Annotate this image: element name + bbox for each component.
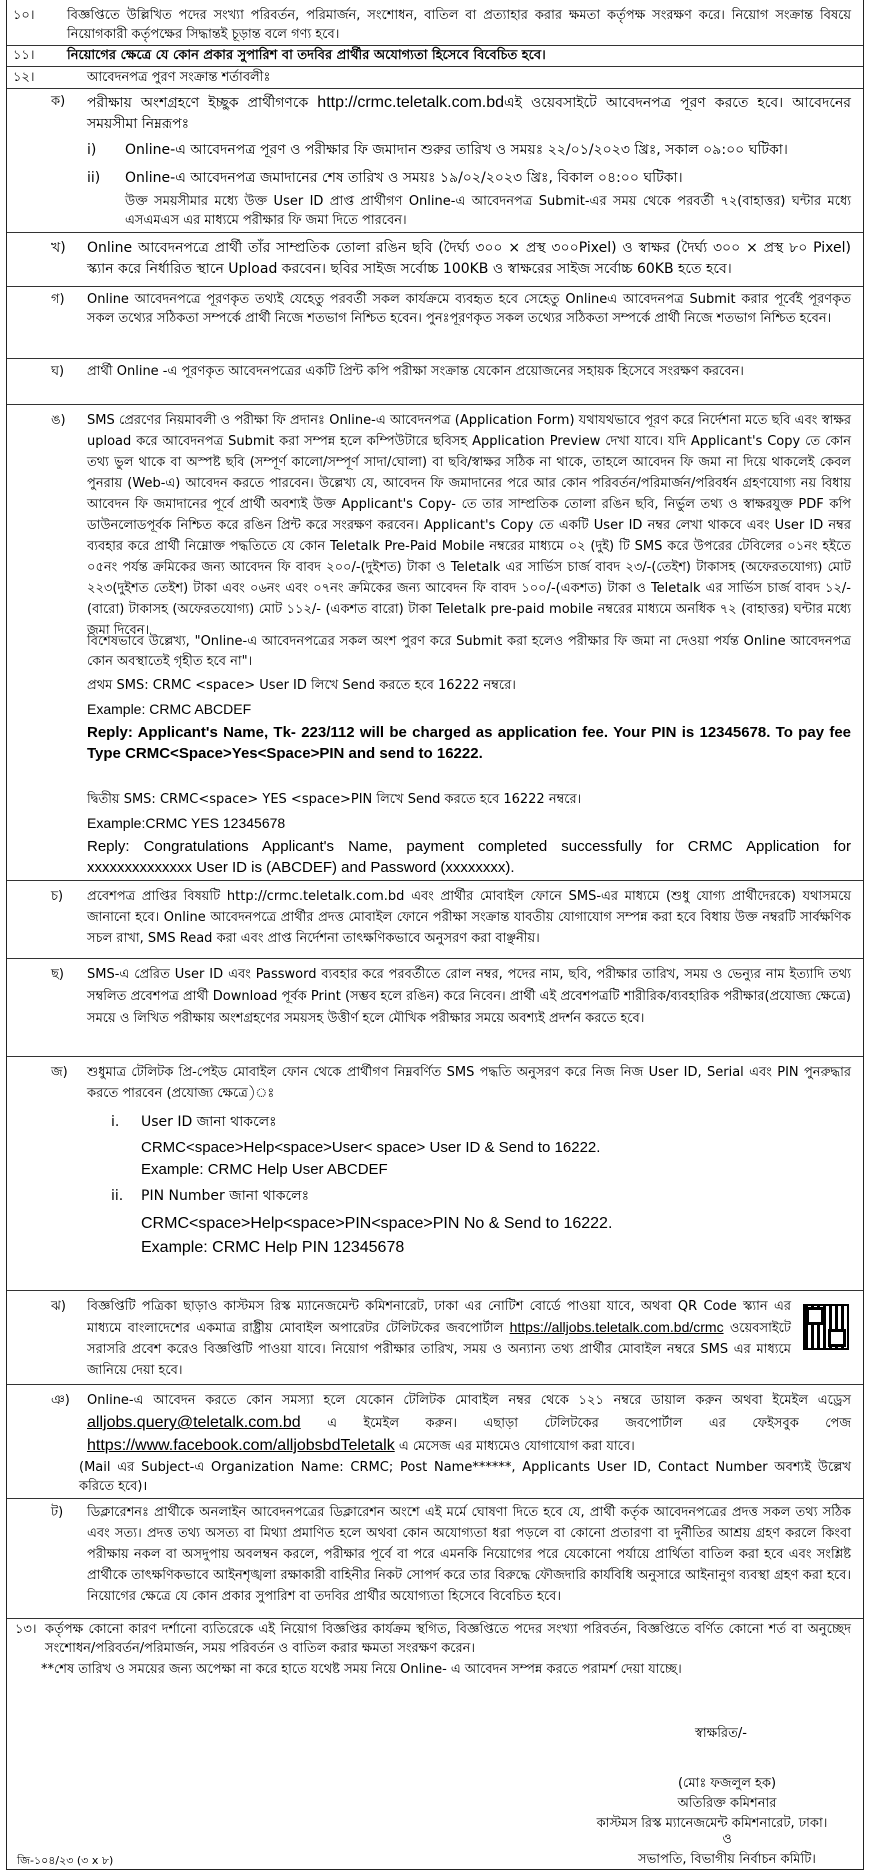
sub-clause-text: শুধুমাত্র টেলিটক প্রি-পেইড মোবাইল ফোন থেকে প্রার্থীগণ নিম্নবর্ণিত SMS পদ্ধতি অনুসরণ করে নিজ নিজ User ID, Serial এবং PIN পুনরুদ্ধার করতে পারবেন (প্রযোজ্য ক্ষেত্রে)ঃ — [87, 1065, 851, 1101]
divider — [7, 958, 863, 959]
sub-clause-label: ট) — [51, 1505, 64, 1520]
divider — [7, 1618, 863, 1619]
website-url[interactable]: http://crmc.teletalk.com.bd — [317, 94, 505, 111]
signatory-designation: অতিরিক্ত কমিশনার — [677, 1796, 777, 1811]
sub-clause-label: ছ) — [51, 967, 64, 982]
list-label: i. — [111, 1114, 120, 1130]
reply-text: Reply: Applicant's Name, Tk- 223/112 will be charged as application fee. Your PIN is 12345678. To pay fee Type CRMC<Space>Yes<Space>PIN and send to 16222. — [87, 724, 851, 762]
jobs-portal-link[interactable]: https://alljobs.teletalk.com.bd/crmc — [509, 1319, 724, 1335]
sub-clause-text: SMS-এ প্রেরিত User ID এবং Password ব্যবহার করে পরবর্তীতে রোল নম্বর, পদের নাম, ছবি, পরীক্ষার তারিখ, সময় ও ভেন্যুর নাম ইত্যাদি তথ্য সম্বলিত প্রবেশপত্র প্রার্থী Download পূর্বক Print (সম্ভব হলে রঙিন) করে নিবেন। প্রার্থী এই প্রবেশপত্রটি শারীরিক/ব্যবহারিক পরীক্ষার(প্রযোজ্য ক্ষেত্রে) সময়ে ও লিখিত পরীক্ষায় অংশগ্রহণের সময়সহ উত্তীর্ণ হলে মৌখিক পরীক্ষার সময়ে অবশ্যই প্রদর্শন করতে হবে। — [87, 967, 851, 1026]
list-title: PIN Number জানা থাকলেঃ — [141, 1188, 310, 1204]
list-label: ii) — [87, 170, 101, 186]
example-text: Example:CRMC YES 12345678 — [87, 815, 286, 831]
clause-number: ১২। — [13, 70, 35, 85]
sub-clause-text — [87, 1296, 791, 1381]
divider — [7, 66, 863, 67]
sub-clause-label: গ) — [51, 292, 65, 307]
divider — [7, 404, 863, 405]
sub-clause-text: SMS প্রেরণের নিয়মাবলী ও পরীক্ষা ফি প্রদানঃ Online-এ আবেদনপত্র (Application Form) যথাযথভাবে পূরণ করে নির্দেশনা মতে ছবি এবং স্বাক্ষর upload করে আবেদনপত্র Submit করা সম্পন্ন হলে কম্পিউটারে ছবিসহ Application Preview দেখা যাবে। যদি Applicant's Copy তে কোন তথ্য ভুল থাকে বা অস্পষ্ট ছবি (সম্পূর্ণ কালো/সম্পূর্ণ সাদা/ঘোলা) বা ছবি/স্বাক্ষর সঠিক না থাকে, তাহলে আবেদন ফি জমা না দিয়ে থাকলেই কেবল পুনরায় (Web-এ) আবেদন করতে পারবেন। উল্লেখ্য যে, আবেদন ফি জমাদানের পরে আর কোন পরিবর্তন/পরিমার্জন/পরিবর্ধন গ্রহণযোগ্য নয় বিধায় আবেদন ফি জমাদানের পূর্বে প্রার্থী অবশ্যই উক্ত Applicant's Copy- তে তার সাম্প্রতিক তোলা রঙিন ছবি, নির্ভুল তথ্য ও স্বাক্ষরযুক্ত PDF কপি ডাউনলোডপূর্বক নিশ্চিত করে রঙিন প্রিন্ট করে সংরক্ষণ করবেন। Applicant's Copy তে একটি User ID নম্বর লেখা থাকবে এবং User ID নম্বর ব্যবহার করে প্রার্থী নিম্নোক্ত পদ্ধতিতে যে কোন Teletalk Pre-Paid Mobile নম্বরের মাধ্যমে ০২ (দুই) টি SMS করে উপরের টেবিলের ০১নং হইতে ০৫নং পর্যন্ত ক্রমিকের জন্য আবেদন ফি বাবদ ২০০/-(দুইশত) টাকা ও Teletalk এর সার্ভিস চার্জ বাবদ ২৩/-(তেইশ) টাকাসহ (অফেরতযোগ্য) মোট ২২৩(দুইশত তেইশ) টাকা এবং ০৬নং এবং ০৭নং ক্রমিকের জন্য আবেদন ফি বাবদ ১০০/-(একশত) টাকা ও Teletalk এর সার্ভিস চার্জ বাবদ ১২/- (বারো) টাকাসহ (অফেরতযোগ্য) মোট ১১২/- (একশত বারো) টাকা Teletalk pre-paid mobile নম্বরের মাধ্যমে অনধিক ৭২ (বাহাত্তর) ঘন্টার মধ্যে জমা দিবেন। — [87, 413, 851, 638]
signatory-name: (মোঃ ফজলুল হক) — [677, 1776, 777, 1791]
signatory-and: ও — [722, 1832, 732, 1847]
sms-second-text: দ্বিতীয় SMS: CRMC<space> YES <space>PIN লিখে Send করতে হবে 16222 নম্বরে। — [87, 792, 582, 807]
special-note-text: বিশেষভাবে উল্লেখ্য, "Online-এ আবেদনপত্রের সকল অংশ পুরণ করে Submit করা হলেও পরীক্ষার ফি জমা না দেওয়া পর্যন্ত Online আবেদনপত্র কোন অবস্থাতেই গৃহীত হবে না"। — [87, 634, 851, 669]
sub-clause-text: ডিক্লারেশনঃ প্রার্থীকে অনলাইন আবেদনপত্রের ডিক্লারেশন অংশে এই মর্মে ঘোষণা দিতে হবে যে, প্রার্থী কর্তৃক আবেদনপত্রের প্রদত্ত সকল তথ্য সঠিক এবং সত্য। প্রদত্ত তথ্য অসত্য বা মিথ্যা প্রমাণিত হলে অথবা কোন অযোগ্যতা ধরা পড়লে বা কোনো প্রতারণা বা দুর্নীতির আশ্রয় গ্রহণ করলে কিংবা পরীক্ষায় নকল বা অসদুপায় অবলম্বন করলে, পরীক্ষার পূর্বে বা পরে এমনকি নিয়োগের পরে যেকোনো পর্যায়ে প্রার্থিতা বাতিল করা হবে এবং সংশ্লিষ্ট প্রার্থীকে তাৎক্ষণিকভাবে আইনশৃঙ্খলা রক্ষাকারী বাহিনীর নিকট সোপর্দ করে তার বিরুদ্ধে ফৌজদারি কার্যবিধি অনুসারে আইনানুগ ব্যবস্থা গ্রহণ করা হবে। নিয়োগের ক্ষেত্রে যে কোন প্রকার সুপারিশ বা তদবির প্রার্থীর অযোগ্যতা হিসেবে বিবেচিত হবে। — [87, 1505, 851, 1604]
example-text: Example: CRMC ABCDEF — [87, 701, 252, 717]
clause-text: নিয়োগের ক্ষেত্রে যে কোন প্রকার সুপারিশ বা তদবির প্রার্থীর অযোগ্যতা হিসেবে বিবেচিত হবে। — [67, 48, 546, 63]
sub-clause-label: ঘ) — [51, 364, 65, 379]
text: এই ওয়েবসাইটে আবেদনপত্র পূরণ করতে হবে। আবেদনের সময়সীমা নিম্নরূপঃ — [87, 95, 851, 132]
list-label: i) — [87, 142, 97, 158]
divider — [7, 1056, 863, 1057]
divider — [7, 88, 863, 89]
clause-number: ১৩। — [15, 1622, 37, 1637]
divider — [7, 1498, 863, 1499]
signatory-office: কাস্টমস রিস্ক ম্যানেজমেন্ট কমিশনারেট, ঢাকা। — [596, 1816, 828, 1831]
list-title: User ID জানা থাকলেঃ — [141, 1114, 277, 1130]
text: Online-এ আবেদন করতে কোন সমস্যা হলে যেকোন টেলিটক মোবাইল নম্বর থেকে ১২১ নম্বরে ডায়াল করুন অথবা ইমেইল এড্রেস — [87, 1393, 851, 1408]
sub-clause-text: প্রবেশপত্র প্রাপ্তির বিষয়টি http://crmc.teletalk.com.bd এবং প্রার্থীর মোবাইল ফোনে SMS-এর মাধ্যমে (শুধু যোগ্য প্রার্থীদেরকে) যথাসময়ে জানানো হবে। Online আবেদনপত্রে প্রার্থীর প্রদত্ত মোবাইল ফোনে পরীক্ষা সংক্রান্ত যাবতীয় যোগাযোগ সম্পন্ন করা হবে বিধায় উক্ত নম্বরটি সার্বক্ষণিক সচল রাখা, SMS Read করা এবং প্রাপ্ত নির্দেশনা তাৎক্ষণিকভাবে অনুসরণ করা বাঞ্ছনীয়। — [87, 889, 851, 946]
divider — [7, 286, 863, 287]
text: ওয়েবসাইটে সরাসরি প্রবেশ করেও বিজ্ঞপ্তিটি পাওয়া যাবে। নিয়োগ পরীক্ষার তারিখ, সময় ও অন্যান্য তথ্য প্রার্থীর মোবাইল নম্বরে SMS এর মাধ্যমে জানিয়ে দেয়া হবে। — [87, 1321, 791, 1378]
note-text: উক্ত সময়সীমার মধ্যে উক্ত User ID প্রাপ্ত প্রার্থীগণ Online-এ আবেদনপত্র Submit-এর সময় থেকে পরবর্তী ৭২(বাহাত্তর) ঘন্টার মধ্যে এসএমএস এর মাধ্যমে পরীক্ষার ফি জমা দিতে পারবেন। — [125, 194, 851, 228]
list-label: ii. — [111, 1188, 124, 1204]
sub-clause-label: খ) — [51, 240, 66, 256]
document-reference: জি-১০৪/২৩ (৩ x ৮) — [17, 1854, 114, 1867]
list-text: Online-এ আবেদনপত্র জমাদানের শেষ তারিখ ও সময়ঃ ১৯/০২/২০২৩ খ্রিঃ, বিকাল ০৪:০০ ঘটিকা। — [125, 170, 683, 186]
clause-text: কর্তৃপক্ষ কোনো কারণ দর্শানো ব্যতিরেকে এই নিয়োগ বিজ্ঞপ্তির কার্যক্রম স্থগিত, বিজ্ঞপ্তিতে পদের সংখ্যা পরিবর্তন, বিজ্ঞপ্তিতে বর্ণিত কোনো শর্ত বা অনুচ্ছেদ সংশোধন/পরিবর্তন/পরিমার্জন, সময় পরিবর্তন ও বাতিল করার ক্ষমতা সংরক্ষণ করেন। — [45, 1622, 851, 1656]
sub-clause-label: ঞ) — [51, 1393, 70, 1408]
text: এ মেসেজ এর মাধ্যমেও যোগাযোগ করা যাবে। — [398, 1439, 635, 1454]
clause-text: বিজ্ঞপ্তিতে উল্লিখিত পদের সংখ্যা পরিবর্তন, পরিমার্জন, সংশোধন, বাতিল বা প্রত্যাহার করার ক্ষমতা কর্তৃপক্ষ সংরক্ষণ করে। নিয়োগ সংক্রান্ত বিষয়ে নিয়োগকারী কর্তৃপক্ষের সিদ্ধান্তই চূড়ান্ত বলে গণ্য হবে। — [67, 8, 851, 42]
sms-command: CRMC<space>Help<space>PIN<space>PIN No & Send to 16222. — [141, 1215, 613, 1232]
clause-number: ১১। — [13, 48, 35, 63]
reply-text: Reply: Congratulations Applicant's Name, payment completed successfully for CRMC Application for xxxxxxxxxxxxxx User ID is (ABCDEF) and Password (xxxxxxxx). — [87, 838, 851, 876]
advice-text: **শেষ তারিখ ও সময়ের জন্য অপেক্ষা না করে হাতে যথেষ্ট সময় নিয়ে Online- এ আবেদন সম্পন্ন করতে পরামর্শ দেয়া যাচ্ছে। — [41, 1662, 682, 1677]
sub-clause-text — [87, 92, 851, 135]
note-text: (Mail এর Subject-এ Organization Name: CRMC; Post Name******, Applicants User ID, Contact Number অবশ্যই উল্লেখ করিতে হবে)। — [79, 1460, 851, 1494]
divider — [7, 358, 863, 359]
divider — [7, 1290, 863, 1291]
qr-code — [803, 1304, 849, 1350]
sub-clause-label: ক) — [51, 94, 66, 109]
signatory-committee: সভাপতি, বিভাগীয় নির্বাচন কমিটি। — [638, 1852, 816, 1867]
sms-first-text: প্রথম SMS: CRMC <space> User ID লিখে Send করতে হবে 16222 নম্বরে। — [87, 678, 516, 693]
sms-example: Example: CRMC Help User ABCDEF — [141, 1161, 388, 1178]
document-page — [6, 0, 864, 1870]
sub-clause-label: জ) — [51, 1065, 68, 1080]
sms-example: Example: CRMC Help PIN 12345678 — [141, 1239, 405, 1256]
divider — [7, 880, 863, 881]
sub-clause-text — [87, 1390, 851, 1458]
sub-clause-label: চ) — [51, 889, 64, 904]
signed-mark: স্বাক্ষরিত/- — [695, 1726, 747, 1741]
list-text: Online-এ আবেদনপত্র পূরণ ও পরীক্ষার ফি জমাদান শুরুর তারিখ ও সময়ঃ ২২/০১/২০২৩ খ্রিঃ, সকাল ০৯:০০ ঘটিকা। — [125, 142, 788, 158]
clause-text: আবেদনপত্র পুরণ সংক্রান্ত শর্তাবলীঃ — [87, 70, 271, 85]
facebook-page-link[interactable]: https://www.facebook.com/alljobsbdTeletalk — [87, 1437, 395, 1454]
divider — [7, 1384, 863, 1385]
text: পরীক্ষায় অংশগ্রহণে ইচ্ছুক প্রার্থীগণকে — [87, 95, 309, 111]
sub-clause-text: Online আবেদনপত্রে পূরণকৃত তথ্যই যেহেতু পরবর্তী সকল কার্যক্রমে ব্যবহৃত হবে সেহেতু Onlineএ আবেদনপত্র Submit করার পূর্বেই পূরণকৃত সকল তথ্যের সঠিকতা সম্পর্কে প্রার্থী নিজে শতভাগ নিশ্চিত হবেন। পুনঃপূরণকৃত সকল তথ্যের সঠিকতা সম্পর্কে প্রার্থী নিজে শতভাগ নিশ্চিত হবেন। — [87, 292, 851, 326]
text: বিজ্ঞপ্তিটি পত্রিকা ছাড়াও কাস্টমস রিস্ক ম্যানেজমেন্ট কমিশনারেট, ঢাকা এর নোটিশ বোর্ডে পাওয়া যাবে, অথবা QR Code স্ক্যান এর মাধ্যমে বাংলাদেশের একমাত্র রাষ্ট্রীয় মোবাইল অপারেটর টেলিটকের জবপোর্টাল — [87, 1299, 791, 1336]
sms-command: CRMC<space>Help<space>User< space> User ID & Send to 16222. — [141, 1139, 601, 1156]
divider — [7, 232, 863, 233]
text: এ ইমেইল করুন। এছাড়া টেলিটকের জবপোর্টাল এর ফেইসবুক পেজ — [327, 1416, 851, 1431]
support-email-link[interactable]: alljobs.query@teletalk.com.bd — [87, 1414, 301, 1431]
clause-number: ১০। — [13, 8, 35, 23]
sub-clause-text: Online আবেদনপত্রে প্রার্থী তাঁর সাম্প্রতিক তোলা রঙিন ছবি (দৈর্ঘ্য ৩০০ × প্রস্থ ৩০০Pixel) ও স্বাক্ষর (দৈর্ঘ্য ৩০০ × প্রস্থ ৮০ Pixel) স্ক্যান করে নির্ধারিত স্থানে Upload করবেন। ছবির সাইজ সর্বোচ্চ 100KB ও স্বাক্ষরের সাইজ সর্বোচ্চ 60KB হতে হবে। — [87, 240, 851, 277]
sub-clause-label: ঙ) — [51, 413, 66, 428]
sub-clause-text: প্রার্থী Online -এ পূরণকৃত আবেদনপত্রের একটি প্রিন্ট কপি পরীক্ষা সংক্রান্ত যেকোন প্রয়োজনের সহায়ক হিসেবে সংরক্ষণ করবেন। — [87, 364, 744, 379]
sub-clause-label: ঝ) — [51, 1299, 66, 1314]
